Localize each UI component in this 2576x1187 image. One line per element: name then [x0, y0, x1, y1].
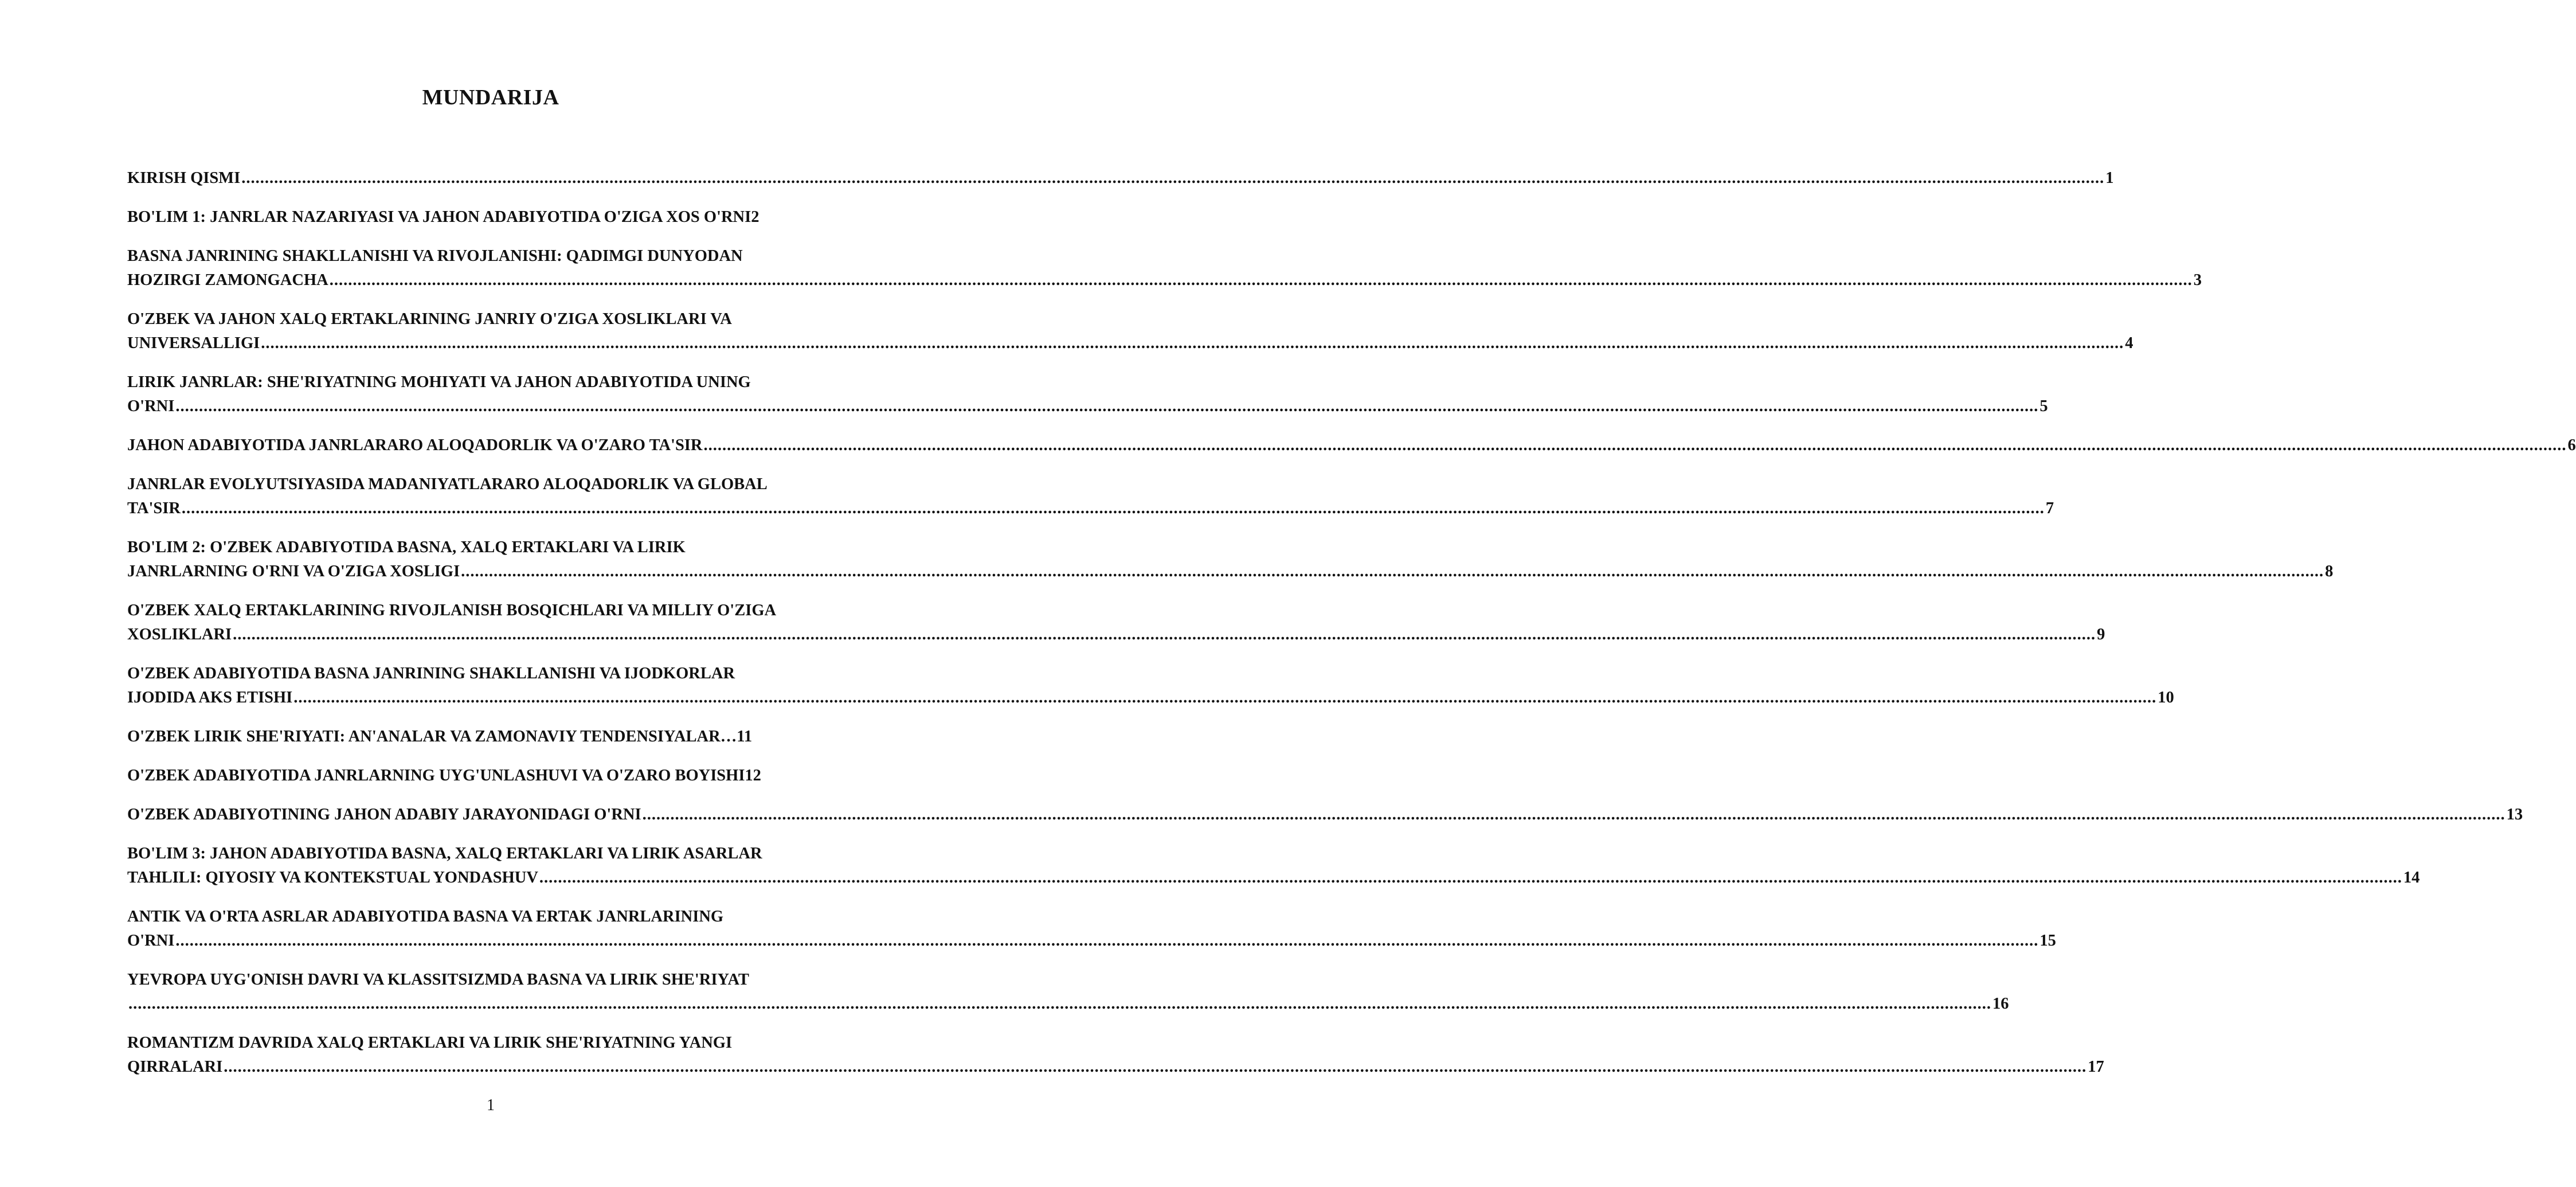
toc-entry-last-line	[127, 623, 2105, 647]
toc-entry-title: TAHLILI: QIYOSIY VA KONTEKSTUAL YONDASHUV	[127, 869, 538, 887]
toc-entry-last-line	[127, 434, 2576, 458]
toc-entry-last-line	[127, 686, 2174, 710]
toc-page-number: 17	[2088, 1058, 2104, 1076]
toc-entry-title: HOZIRGI ZAMONGACHA	[127, 271, 328, 289]
toc-entry-title: O'ZBEK ADABIYOTINING JAHON ADABIY JARAYONIDAGI O'RNI	[127, 806, 641, 823]
toc-entry[interactable]	[127, 662, 2174, 710]
dot-leader: ................................................................................................................................................................................................................................................................................................................................................................................................................	[175, 397, 2039, 415]
toc-entry-last-line	[127, 866, 2420, 890]
toc-entry-last-line	[127, 560, 2334, 584]
toc-page-number: 2	[751, 208, 760, 226]
dot-leader: ................................................................................................................................................................................................................................................................................................................................................................................................................	[461, 563, 2324, 580]
toc-entry-title: JAHON ADABIYOTIDA JANRLARARO ALOQADORLIK VA O'ZARO TA'SIR	[127, 436, 703, 454]
toc-entry[interactable]	[127, 1031, 2104, 1079]
toc-entry-title: KIRISH QISMI	[127, 169, 241, 187]
toc-entry-title: BO'LIM 1: JANRLAR NAZARIYASI VA JAHON ADABIYOTIDA O'ZIGA XOS O'RNI	[127, 208, 751, 226]
dot-leader: ................................................................................................................................................................................................................................................................................................................................................................................................................	[293, 689, 2157, 706]
toc-entry-last-line	[127, 497, 2054, 521]
dot-leader: ................................................................................................................................................................................................................................................................................................................................................................................................................	[329, 271, 2193, 289]
table-of-contents	[127, 166, 2576, 1094]
toc-entry[interactable]	[127, 968, 2009, 1016]
toc-entry-line: ANTIK VA O'RTA ASRLAR ADABIYOTIDA BASNA VA ERTAK JANRLARINING	[127, 908, 724, 926]
toc-entry[interactable]	[127, 370, 2048, 419]
dot-leader: ................................................................................................................................................................................................................................................................................................................................................................................................................	[181, 499, 2045, 517]
toc-entry-line: O'ZBEK VA JAHON XALQ ERTAKLARINING JANRIY O'ZIGA XOSLIKLARI VA	[127, 310, 732, 328]
toc-entry-last-line	[127, 331, 2133, 356]
page-number: 1	[487, 1096, 495, 1114]
page-title: MUNDARIJA	[422, 85, 559, 110]
toc-entry[interactable]	[127, 244, 2202, 292]
toc-entry-last-line	[127, 803, 2523, 827]
toc-entry-title: XOSLIKLARI	[127, 626, 232, 643]
toc-page-number: 5	[2039, 397, 2048, 415]
toc-page-number: 4	[2125, 334, 2133, 352]
toc-page-number: 1	[2105, 169, 2114, 187]
toc-entry[interactable]	[127, 803, 2523, 827]
toc-entry-line: O'ZBEK ADABIYOTIDA BASNA JANRINING SHAKLLANISHI VA IJODKORLAR	[127, 665, 735, 682]
toc-entry-title: IJODIDA AKS ETISHI	[127, 689, 293, 706]
toc-page-number: 14	[2403, 869, 2420, 887]
toc-entry[interactable]	[127, 473, 2054, 521]
toc-page-number: 6	[2567, 436, 2576, 454]
toc-entry-line: BO'LIM 2: O'ZBEK ADABIYOTIDA BASNA, XALQ ERTAKLARI VA LIRIK	[127, 538, 686, 556]
toc-entry-last-line	[127, 205, 829, 229]
toc-page-number: 10	[2158, 689, 2174, 706]
toc-entry-title: O'ZBEK ADABIYOTIDA JANRLARNING UYG'UNLASHUVI VA O'ZARO BOYISHI	[127, 767, 745, 784]
dot-leader: ................................................................................................................................................................................................................................................................................................................................................................................................................	[233, 626, 2096, 643]
toc-entry-title: JANRLARNING O'RNI VA O'ZIGA XOSLIGI	[127, 563, 460, 580]
toc-page-number: 16	[1992, 995, 2009, 1013]
toc-entry-line: BASNA JANRINING SHAKLLANISHI VA RIVOJLANISHI: QADIMGI DUNYODAN	[127, 247, 743, 265]
toc-entry-last-line	[127, 268, 2202, 292]
toc-entry[interactable]	[127, 842, 2420, 890]
toc-entry-line: ROMANTIZM DAVRIDA XALQ ERTAKLARI VA LIRIK SHE'RIYATNING YANGI	[127, 1034, 733, 1052]
toc-entry-line: LIRIK JANRLAR: SHE'RIYATNING MOHIYATI VA JAHON ADABIYOTIDA UNING	[127, 373, 751, 391]
toc-entry-last-line	[127, 166, 2114, 190]
dot-leader: ................................................................................................................................................................................................................................................................................................................................................................................................................	[703, 436, 2567, 454]
toc-entry[interactable]	[127, 599, 2105, 647]
toc-entry-title: TA'SIR	[127, 499, 181, 517]
toc-page-number: 15	[2039, 932, 2056, 950]
dot-leader: ................................................................................................................................................................................................................................................................................................................................................................................................................	[224, 1058, 2087, 1076]
toc-entry-last-line	[127, 725, 829, 749]
toc-entry[interactable]	[127, 764, 829, 788]
toc-page-number: 13	[2506, 806, 2523, 823]
toc-entry-line: JANRLAR EVOLYUTSIYASIDA MADANIYATLARARO ALOQADORLIK VA GLOBAL	[127, 475, 768, 493]
toc-entry-last-line	[127, 764, 829, 788]
toc-entry-title: UNIVERSALLIGI	[127, 334, 260, 352]
dot-leader: ................................................................................................................................................................................................................................................................................................................................................................................................................	[241, 169, 2105, 187]
dot-leader: ................................................................................................................................................................................................................................................................................................................................................................................................................	[128, 995, 1991, 1013]
toc-entry-title: O'RNI	[127, 932, 175, 950]
toc-entry-line: BO'LIM 3: JAHON ADABIYOTIDA BASNA, XALQ ERTAKLARI VA LIRIK ASARLAR	[127, 845, 762, 862]
toc-page-number: 8	[2325, 563, 2334, 580]
toc-entry-last-line	[127, 1055, 2104, 1079]
toc-entry-title: O'ZBEK LIRIK SHE'RIYATI: AN'ANALAR VA ZAMONAVIY TENDENSIYALAR…	[127, 728, 737, 745]
dot-leader: ................................................................................................................................................................................................................................................................................................................................................................................................................	[539, 869, 2402, 887]
toc-entry-line: O'ZBEK XALQ ERTAKLARINING RIVOJLANISH BOSQICHLARI VA MILLIY O'ZIGA	[127, 602, 777, 619]
toc-entry-line: YEVROPA UYG'ONISH DAVRI VA KLASSITSIZMDA BASNA VA LIRIK SHE'RIYAT	[127, 971, 749, 989]
toc-entry[interactable]	[127, 307, 2133, 356]
toc-page-number: 9	[2097, 626, 2105, 643]
dot-leader: ................................................................................................................................................................................................................................................................................................................................................................................................................	[175, 932, 2039, 950]
toc-entry[interactable]	[127, 205, 829, 229]
toc-entry-last-line	[127, 929, 2056, 953]
dot-leader: ................................................................................................................................................................................................................................................................................................................................................................................................................	[642, 806, 2505, 823]
toc-page-number: 12	[745, 767, 761, 784]
toc-page-number: 11	[737, 728, 753, 745]
toc-entry-last-line	[127, 395, 2048, 419]
toc-entry[interactable]	[127, 905, 2056, 953]
toc-entry-title: QIRRALARI	[127, 1058, 223, 1076]
toc-entry-title: O'RNI	[127, 397, 175, 415]
toc-page-number: 3	[2193, 271, 2202, 289]
toc-entry[interactable]	[127, 166, 2114, 190]
toc-page-number: 7	[2045, 499, 2054, 517]
toc-entry-last-line	[127, 992, 2009, 1016]
toc-entry[interactable]	[127, 725, 829, 749]
toc-entry[interactable]	[127, 536, 2334, 584]
toc-entry[interactable]	[127, 434, 2576, 458]
dot-leader: ................................................................................................................................................................................................................................................................................................................................................................................................................	[261, 334, 2124, 352]
